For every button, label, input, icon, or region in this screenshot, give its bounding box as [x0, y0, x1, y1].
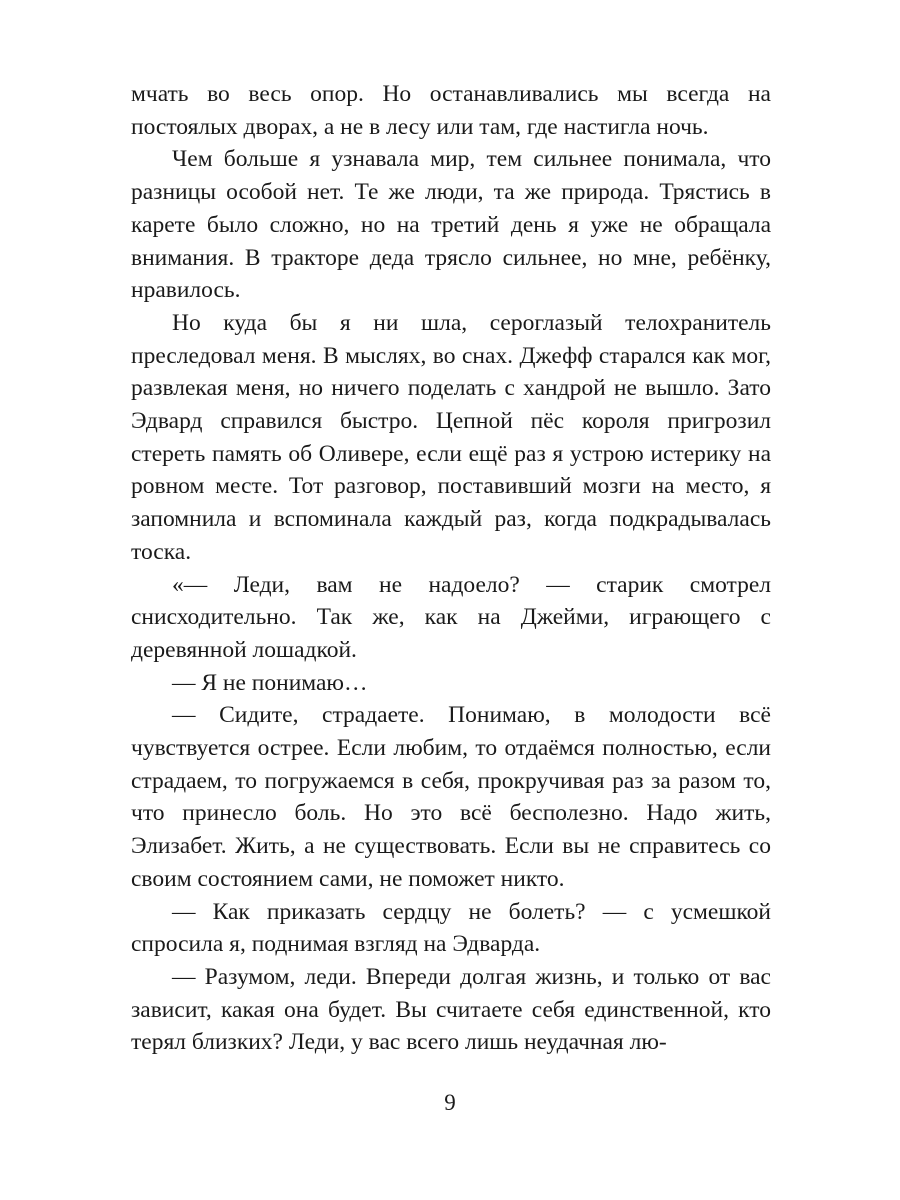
dialogue-paragraph: — Разумом, леди. Впереди долгая жизнь, и только от вас зависит, какая она будет. Вы считаете себя единственной, кто терял близких? Леди, у вас всего лишь неудачная лю-: [131, 963, 771, 1056]
body-text: [131, 78, 771, 1059]
dialogue-paragraph: — Я не понимаю…: [172, 669, 368, 696]
dialogue-paragraph: — Как приказать сердцу не болеть? — с усмешкой спросила я, поднимая взгляд на Эдварда.: [131, 898, 771, 958]
paragraph-continuation: мчать во весь опор. Но останавливались мы всегда на постоялых дворах, а не в лесу или там, где настигла ночь.: [131, 81, 771, 140]
dialogue-paragraph: «— Леди, вам не надоело? — старик смотрел снисходительно. Так же, как на Джейми, играющего с деревянной лошадкой.: [131, 571, 771, 663]
page-number: 9: [444, 1090, 456, 1115]
paragraph: Но куда бы я ни шла, сероглазый телохранитель преследовал меня. В мыслях, во снах. Джефф старался как мог, развлекая меня, но ничего поделать с хандрой не вышло. Зато Эдвард справился быстро. Цепной пёс короля пригрозил стереть память об Оливере, если ещё раз я устрою истерику на ровном месте. Тот разговор, поставивший мозги на место, я запомнила и вспоминала каждый раз, когда подкрадывалась тоска.: [131, 309, 771, 565]
dialogue-paragraph: — Сидите, страдаете. Понимаю, в молодости всё чувствуется острее. Если любим, то отдаёмся полностью, если страдаем, то погружаемся в себя, прокручивая раз за разом то, что принесло боль. Но это всё бесполезно. Надо жить, Элизабет. Жить, а не существовать. Если вы не справитесь со своим состоянием сами, не поможет никто.: [131, 702, 771, 892]
paragraph: Чем больше я узнавала мир, тем сильнее понимала, что разницы особой нет. Те же люди, та же природа. Трястись в карете было сложно, но на третий день я уже не обращала внимания. В тракторе деда трясло сильнее, но мне, ребёнку, нравилось.: [131, 146, 771, 304]
